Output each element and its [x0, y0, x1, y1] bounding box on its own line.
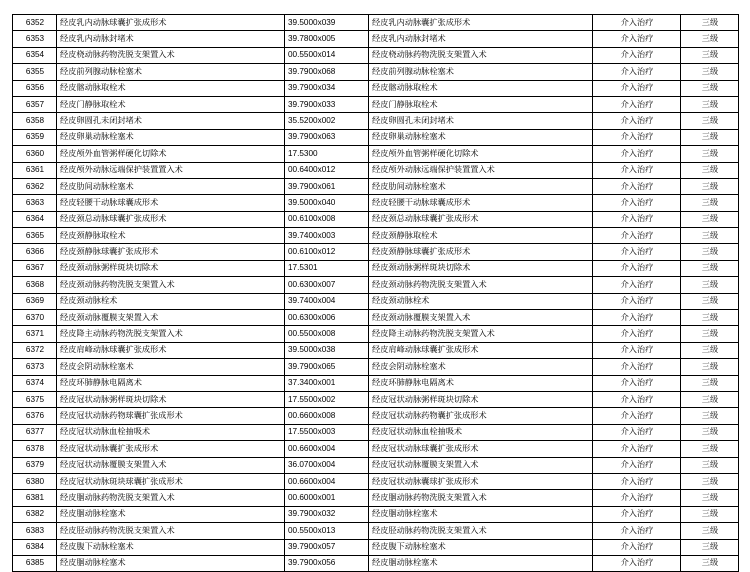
cell-alias: 经皮冠状动脉覆膜支架置入术 — [369, 457, 593, 473]
cell-alias: 经皮颈动脉粥样斑块切除术 — [369, 260, 593, 276]
cell-category: 介入治疗 — [593, 375, 681, 391]
cell-code: 6352 — [13, 15, 57, 31]
cell-number: 00.6600x008 — [285, 408, 369, 424]
table-row — [13, 211, 739, 227]
cell-level: 三级 — [681, 228, 739, 244]
cell-alias: 经皮桡动脉药物洗脱支架置入术 — [369, 47, 593, 63]
cell-name: 经皮桡动脉药物洗脱支架置入术 — [57, 47, 285, 63]
cell-name: 经皮冠状动脉血栓抽吸术 — [57, 424, 285, 440]
cell-number: 17.5500x002 — [285, 391, 369, 407]
cell-alias: 经皮腹下动脉栓塞术 — [369, 539, 593, 555]
cell-name: 经皮卵巢动脉栓塞术 — [57, 129, 285, 145]
cell-category: 介入治疗 — [593, 359, 681, 375]
cell-number: 00.6100x012 — [285, 244, 369, 260]
cell-number: 00.5500x013 — [285, 523, 369, 539]
cell-level: 三级 — [681, 15, 739, 31]
cell-number: 39.5000x038 — [285, 342, 369, 358]
cell-alias: 经皮颈静脉取栓术 — [369, 228, 593, 244]
cell-name: 经皮颅外血管粥样硬化切除术 — [57, 146, 285, 162]
table-row — [13, 195, 739, 211]
cell-level: 三级 — [681, 113, 739, 129]
cell-name: 经皮髂动脉取栓术 — [57, 80, 285, 96]
cell-name: 经皮腘动脉栓塞术 — [57, 555, 285, 571]
table-row — [13, 260, 739, 276]
cell-level: 三级 — [681, 457, 739, 473]
cell-code: 6359 — [13, 129, 57, 145]
cell-name: 经皮腘动脉药物洗脱支架置入术 — [57, 490, 285, 506]
cell-category: 介入治疗 — [593, 293, 681, 309]
cell-name: 经皮颈动脉粥样斑块切除术 — [57, 260, 285, 276]
cell-number: 39.7900x057 — [285, 539, 369, 555]
cell-level: 三级 — [681, 555, 739, 571]
cell-alias: 经皮颅外血管粥样硬化切除术 — [369, 146, 593, 162]
cell-name: 经皮颈静脉球囊扩张成形术 — [57, 244, 285, 260]
cell-code: 6373 — [13, 359, 57, 375]
cell-category: 介入治疗 — [593, 473, 681, 489]
cell-category: 介入治疗 — [593, 244, 681, 260]
cell-name: 经皮颈动脉药物洗脱支架置入术 — [57, 277, 285, 293]
cell-category: 介入治疗 — [593, 523, 681, 539]
cell-name: 经皮门静脉取栓术 — [57, 96, 285, 112]
table-row — [13, 424, 739, 440]
cell-alias: 经皮颈动脉覆膜支架置入术 — [369, 310, 593, 326]
cell-level: 三级 — [681, 375, 739, 391]
cell-alias: 经皮颈静脉球囊扩张成形术 — [369, 244, 593, 260]
cell-category: 介入治疗 — [593, 31, 681, 47]
cell-code: 6383 — [13, 523, 57, 539]
cell-name: 经皮颅外动脉远端保护装置置入术 — [57, 162, 285, 178]
cell-alias: 经皮乳内动脉囊扩张成形术 — [369, 15, 593, 31]
cell-alias: 经皮腘动脉栓塞术 — [369, 555, 593, 571]
cell-number: 39.5000x039 — [285, 15, 369, 31]
cell-code: 6357 — [13, 96, 57, 112]
cell-code: 6382 — [13, 506, 57, 522]
cell-name: 经皮冠状动脉粥样斑块切除术 — [57, 391, 285, 407]
cell-alias: 经皮冠状动脉囊球扩张成形术 — [369, 473, 593, 489]
table-row — [13, 408, 739, 424]
cell-code: 6361 — [13, 162, 57, 178]
cell-category: 介入治疗 — [593, 539, 681, 555]
cell-level: 三级 — [681, 178, 739, 194]
cell-number: 39.7900x033 — [285, 96, 369, 112]
cell-level: 三级 — [681, 359, 739, 375]
cell-category: 介入治疗 — [593, 162, 681, 178]
cell-level: 三级 — [681, 326, 739, 342]
cell-category: 介入治疗 — [593, 342, 681, 358]
cell-number: 39.7900x068 — [285, 64, 369, 80]
cell-number: 39.7400x003 — [285, 228, 369, 244]
table-row — [13, 523, 739, 539]
cell-code: 6364 — [13, 211, 57, 227]
cell-name: 经皮腘动脉栓塞术 — [57, 506, 285, 522]
table-row — [13, 539, 739, 555]
cell-level: 三级 — [681, 424, 739, 440]
cell-level: 三级 — [681, 64, 739, 80]
cell-number: 00.5500x014 — [285, 47, 369, 63]
table-row — [13, 162, 739, 178]
cell-level: 三级 — [681, 441, 739, 457]
cell-alias: 经皮环肺静脉电隔离术 — [369, 375, 593, 391]
cell-name: 经皮轻腰干动脉球囊成形术 — [57, 195, 285, 211]
cell-number: 00.6000x001 — [285, 490, 369, 506]
cell-category: 介入治疗 — [593, 441, 681, 457]
cell-number: 39.7900x063 — [285, 129, 369, 145]
cell-category: 介入治疗 — [593, 195, 681, 211]
cell-alias: 经皮肩峰动脉球囊扩张成形术 — [369, 342, 593, 358]
cell-category: 介入治疗 — [593, 129, 681, 145]
cell-level: 三级 — [681, 391, 739, 407]
cell-code: 6376 — [13, 408, 57, 424]
cell-number: 39.5000x040 — [285, 195, 369, 211]
cell-alias: 经皮冠状动脉球囊扩张成形术 — [369, 441, 593, 457]
cell-number: 00.6600x004 — [285, 473, 369, 489]
cell-name: 经皮肋间动脉栓塞术 — [57, 178, 285, 194]
cell-category: 介入治疗 — [593, 424, 681, 440]
cell-alias: 经皮乳内动脉封堵术 — [369, 31, 593, 47]
table-row — [13, 113, 739, 129]
cell-category: 介入治疗 — [593, 310, 681, 326]
cell-code: 6363 — [13, 195, 57, 211]
cell-level: 三级 — [681, 211, 739, 227]
cell-level: 三级 — [681, 408, 739, 424]
cell-code: 6379 — [13, 457, 57, 473]
cell-level: 三级 — [681, 195, 739, 211]
table-row — [13, 178, 739, 194]
table-row — [13, 80, 739, 96]
cell-code: 6375 — [13, 391, 57, 407]
cell-code: 6362 — [13, 178, 57, 194]
table-row — [13, 293, 739, 309]
cell-code: 6368 — [13, 277, 57, 293]
cell-code: 6369 — [13, 293, 57, 309]
cell-level: 三级 — [681, 293, 739, 309]
cell-level: 三级 — [681, 244, 739, 260]
cell-alias: 经皮肋间动脉栓塞术 — [369, 178, 593, 194]
cell-name: 经皮胫动脉药物洗脱支架置入术 — [57, 523, 285, 539]
cell-number: 39.7900x056 — [285, 555, 369, 571]
cell-level: 三级 — [681, 146, 739, 162]
table-row — [13, 244, 739, 260]
cell-number: 00.6600x004 — [285, 441, 369, 457]
cell-number: 39.7900x032 — [285, 506, 369, 522]
cell-number: 35.5200x002 — [285, 113, 369, 129]
table-row — [13, 342, 739, 358]
cell-name: 经皮卵圆孔未闭封堵术 — [57, 113, 285, 129]
cell-number: 39.7900x034 — [285, 80, 369, 96]
cell-alias: 经皮腘动脉药物洗脱支架置入术 — [369, 490, 593, 506]
procedure-table — [12, 14, 739, 572]
table-row — [13, 228, 739, 244]
cell-code: 6372 — [13, 342, 57, 358]
cell-category: 介入治疗 — [593, 391, 681, 407]
cell-alias: 经皮颈动脉药物洗脱支架置入术 — [369, 277, 593, 293]
cell-category: 介入治疗 — [593, 408, 681, 424]
cell-level: 三级 — [681, 277, 739, 293]
cell-number: 17.5301 — [285, 260, 369, 276]
table-body — [13, 15, 739, 572]
cell-name: 经皮降主动脉药物洗脱支架置入术 — [57, 326, 285, 342]
table-row — [13, 64, 739, 80]
cell-number: 00.6400x012 — [285, 162, 369, 178]
cell-level: 三级 — [681, 162, 739, 178]
cell-number: 36.0700x004 — [285, 457, 369, 473]
table-row — [13, 359, 739, 375]
cell-level: 三级 — [681, 31, 739, 47]
cell-level: 三级 — [681, 129, 739, 145]
cell-alias: 经皮胫动脉药物洗脱支架置入术 — [369, 523, 593, 539]
cell-category: 介入治疗 — [593, 178, 681, 194]
cell-level: 三级 — [681, 490, 739, 506]
cell-number: 00.6300x006 — [285, 310, 369, 326]
cell-number: 00.6300x007 — [285, 277, 369, 293]
cell-alias: 经皮卵圆孔未闭封堵术 — [369, 113, 593, 129]
table-row — [13, 31, 739, 47]
cell-category: 介入治疗 — [593, 228, 681, 244]
cell-category: 介入治疗 — [593, 96, 681, 112]
cell-alias: 经皮冠状动脉血栓抽吸术 — [369, 424, 593, 440]
cell-code: 6356 — [13, 80, 57, 96]
cell-code: 6385 — [13, 555, 57, 571]
cell-name: 经皮颈总动脉球囊扩张成形术 — [57, 211, 285, 227]
cell-code: 6377 — [13, 424, 57, 440]
cell-number: 00.5500x008 — [285, 326, 369, 342]
cell-level: 三级 — [681, 473, 739, 489]
cell-number: 39.7900x065 — [285, 359, 369, 375]
cell-code: 6355 — [13, 64, 57, 80]
cell-code: 6365 — [13, 228, 57, 244]
cell-alias: 经皮轻腰干动脉球囊成形术 — [369, 195, 593, 211]
cell-alias: 经皮腘动脉栓塞术 — [369, 506, 593, 522]
cell-level: 三级 — [681, 47, 739, 63]
cell-level: 三级 — [681, 260, 739, 276]
cell-name: 经皮腹下动脉栓塞术 — [57, 539, 285, 555]
cell-category: 介入治疗 — [593, 277, 681, 293]
cell-code: 6366 — [13, 244, 57, 260]
cell-number: 17.5500x003 — [285, 424, 369, 440]
cell-category: 介入治疗 — [593, 490, 681, 506]
cell-code: 6378 — [13, 441, 57, 457]
cell-number: 39.7800x005 — [285, 31, 369, 47]
cell-alias: 经皮冠状动脉粥样斑块切除术 — [369, 391, 593, 407]
cell-category: 介入治疗 — [593, 211, 681, 227]
cell-category: 介入治疗 — [593, 64, 681, 80]
table-row — [13, 277, 739, 293]
cell-name: 经皮肩峰动脉球囊扩张成形术 — [57, 342, 285, 358]
cell-alias: 经皮髂动脉取栓术 — [369, 80, 593, 96]
cell-name: 经皮前列腺动脉栓塞术 — [57, 64, 285, 80]
table-row — [13, 391, 739, 407]
cell-name: 经皮会阴动脉栓塞术 — [57, 359, 285, 375]
cell-alias: 经皮前列腺动脉栓塞术 — [369, 64, 593, 80]
cell-name: 经皮冠状动脉斑块球囊扩张成形术 — [57, 473, 285, 489]
cell-code: 6354 — [13, 47, 57, 63]
cell-number: 37.3400x001 — [285, 375, 369, 391]
cell-number: 17.5300 — [285, 146, 369, 162]
table-row — [13, 457, 739, 473]
cell-name: 经皮乳内动脉球囊扩张成形术 — [57, 15, 285, 31]
cell-code: 6380 — [13, 473, 57, 489]
cell-category: 介入治疗 — [593, 555, 681, 571]
cell-category: 介入治疗 — [593, 80, 681, 96]
table-row — [13, 441, 739, 457]
cell-alias: 经皮颈总动脉球囊扩张成形术 — [369, 211, 593, 227]
cell-name: 经皮环肺静脉电隔离术 — [57, 375, 285, 391]
cell-alias: 经皮颅外动脉远端保护装置置入术 — [369, 162, 593, 178]
cell-category: 介入治疗 — [593, 506, 681, 522]
cell-code: 6360 — [13, 146, 57, 162]
cell-alias: 经皮颈动脉栓术 — [369, 293, 593, 309]
cell-number: 00.6100x008 — [285, 211, 369, 227]
cell-level: 三级 — [681, 96, 739, 112]
cell-category: 介入治疗 — [593, 47, 681, 63]
cell-name: 经皮冠状动脉覆膜支架置入术 — [57, 457, 285, 473]
cell-name: 经皮冠状动脉药物球囊扩张成形术 — [57, 408, 285, 424]
cell-code: 6367 — [13, 260, 57, 276]
cell-level: 三级 — [681, 80, 739, 96]
table-row — [13, 310, 739, 326]
cell-level: 三级 — [681, 310, 739, 326]
cell-category: 介入治疗 — [593, 146, 681, 162]
table-row — [13, 473, 739, 489]
table-row — [13, 506, 739, 522]
cell-alias: 经皮卵巢动脉栓塞术 — [369, 129, 593, 145]
table-row — [13, 326, 739, 342]
cell-code: 6384 — [13, 539, 57, 555]
cell-code: 6358 — [13, 113, 57, 129]
cell-level: 三级 — [681, 523, 739, 539]
cell-code: 6371 — [13, 326, 57, 342]
table-row — [13, 96, 739, 112]
cell-alias: 经皮冠状动脉药物囊扩张成形术 — [369, 408, 593, 424]
table-row — [13, 490, 739, 506]
table-row — [13, 15, 739, 31]
cell-number: 39.7400x004 — [285, 293, 369, 309]
cell-level: 三级 — [681, 342, 739, 358]
cell-name: 经皮冠状动脉囊扩张成形术 — [57, 441, 285, 457]
table-row — [13, 555, 739, 571]
cell-code: 6374 — [13, 375, 57, 391]
cell-name: 经皮乳内动脉封堵术 — [57, 31, 285, 47]
cell-level: 三级 — [681, 539, 739, 555]
table-row — [13, 129, 739, 145]
cell-number: 39.7900x061 — [285, 178, 369, 194]
cell-alias: 经皮降主动脉药物洗脱支架置入术 — [369, 326, 593, 342]
table-row — [13, 47, 739, 63]
cell-category: 介入治疗 — [593, 457, 681, 473]
table-row — [13, 375, 739, 391]
cell-code: 6370 — [13, 310, 57, 326]
cell-category: 介入治疗 — [593, 15, 681, 31]
cell-category: 介入治疗 — [593, 113, 681, 129]
table-row — [13, 146, 739, 162]
cell-code: 6353 — [13, 31, 57, 47]
cell-category: 介入治疗 — [593, 260, 681, 276]
cell-code: 6381 — [13, 490, 57, 506]
cell-level: 三级 — [681, 506, 739, 522]
cell-name: 经皮颈静脉取栓术 — [57, 228, 285, 244]
cell-alias: 经皮会阴动脉栓塞术 — [369, 359, 593, 375]
cell-name: 经皮颈动脉栓术 — [57, 293, 285, 309]
cell-alias: 经皮门静脉取栓术 — [369, 96, 593, 112]
cell-name: 经皮颈动脉覆膜支架置入术 — [57, 310, 285, 326]
cell-category: 介入治疗 — [593, 326, 681, 342]
